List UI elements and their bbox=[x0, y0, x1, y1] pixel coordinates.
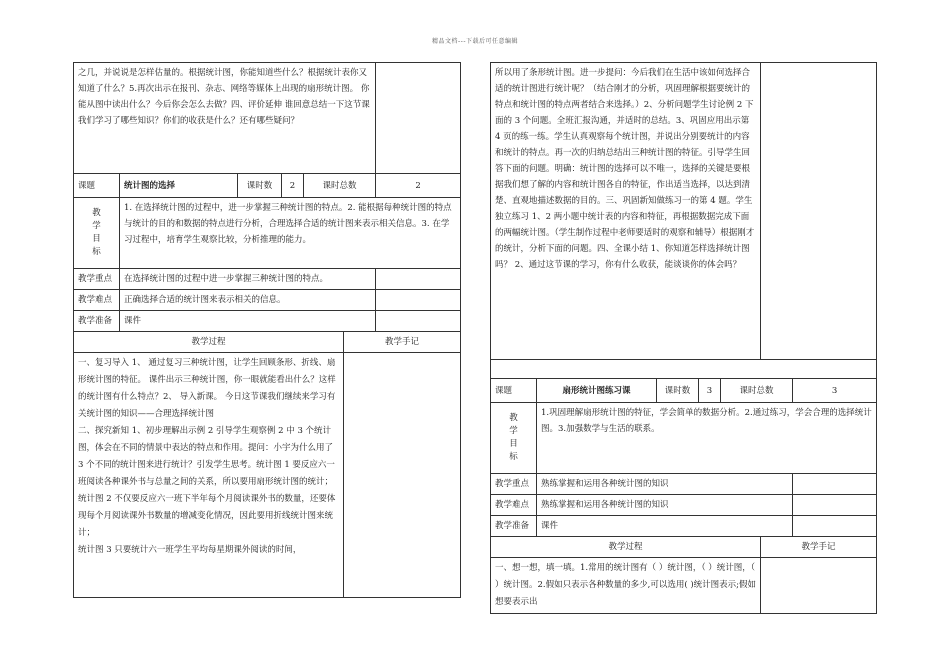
left-process-part-4: 统计图 3 只要统计六一班学生平均每星期课外阅读的时间， bbox=[78, 545, 302, 555]
right-notes-cell bbox=[761, 558, 877, 614]
left-process-part-2: 二、探究新知 1、初步理解出示例 2 引导学生观察例 2 中 3 个统计图，体会在不同的情景中表达的特点和作用。提问：小宇为什么用了 3 个不同的统计图来进行统计？引发学生思考。统计图 1 要反应六一班阅读各种课外书与总量之间的关系，所以要用扇形统计图的统计； bbox=[78, 426, 335, 487]
right-lesson-table bbox=[490, 62, 877, 614]
left-notes-col-top bbox=[376, 63, 461, 174]
left-process-cell bbox=[74, 353, 344, 598]
right-notes-col-top bbox=[761, 63, 877, 360]
left-hours: 2 bbox=[282, 174, 304, 198]
left-difficulty-label: 教学难点 bbox=[74, 290, 120, 311]
right-key-empty bbox=[793, 474, 877, 495]
left-notes-cell bbox=[344, 353, 461, 598]
right-intro-cell bbox=[491, 63, 761, 360]
left-total-label: 课时总数 bbox=[304, 174, 376, 198]
left-process-label: 教学过程 bbox=[74, 332, 344, 353]
left-total: 2 bbox=[376, 174, 461, 198]
right-prep-text: 课件 bbox=[537, 516, 793, 537]
right-process-text: 一、想一想，填一填。1.常用的统计图有（ ）统计图，（ ）统计图，（ ）统计图。2.假如只表示各种数量的多少,可以选用( )统计图表示;假如想要表示出 bbox=[495, 563, 757, 607]
right-gap-row bbox=[491, 360, 877, 379]
right-goal-text: 1.巩固理解扇形统计图的特征，学会简单的数据分析。2.通过练习，学会合理的选择统计图。3.加强数学与生活的联系。 bbox=[537, 403, 877, 474]
right-difficulty-label: 教学难点 bbox=[491, 495, 537, 516]
left-key-label: 教学重点 bbox=[74, 269, 120, 290]
right-prep-empty bbox=[793, 516, 877, 537]
right-difficulty-text: 熟练掌握和运用各种统计图的知识 bbox=[537, 495, 793, 516]
right-notes-label: 教学手记 bbox=[761, 537, 877, 558]
left-lesson-table bbox=[73, 62, 461, 598]
left-prep-text: 课件 bbox=[120, 311, 376, 332]
right-total-label: 课时总数 bbox=[721, 379, 793, 403]
right-difficulty-empty bbox=[793, 495, 877, 516]
right-key-text: 熟练掌握和运用各种统计图的知识 bbox=[537, 474, 793, 495]
left-key-empty bbox=[376, 269, 461, 290]
left-difficulty-empty bbox=[376, 290, 461, 311]
left-key-text: 在选择统计图的过程中进一步掌握三种统计图的特点。 bbox=[120, 269, 376, 290]
right-process-label: 教学过程 bbox=[491, 537, 761, 558]
page-header: 精品文档---下载后可任意编辑 bbox=[432, 38, 518, 45]
left-process-part-1: 一、复习导入 1、 通过复习三种统计图，让学生回顾条形、折线、扇形统计图的特征。 课件出示三种统计图，你一眼就能看出什么？这样的统计图有什么特点？2、 导入新课。 今日这节课我们继续来学习有关统计图的知识——合理选择统计图 bbox=[78, 358, 336, 419]
left-hours-label: 课时数 bbox=[238, 174, 282, 198]
left-difficulty-text: 正确选择合适的统计图来表示相关的信息。 bbox=[120, 290, 376, 311]
right-total: 3 bbox=[793, 379, 877, 403]
left-process-part-3: 统计图 2 不仅要反应六一班下半年每个月阅读课外书的数量，还要体现每个月阅读课外书数量的增减变化情况，因此要用折线统计图来统计； bbox=[78, 494, 336, 538]
left-prep-label: 教学准备 bbox=[74, 311, 120, 332]
left-goal-label: 教 学 目 标 bbox=[74, 198, 120, 269]
right-key-label: 教学重点 bbox=[491, 474, 537, 495]
right-intro-text: 所以用了条形统计图。进一步提问：今后我们在生活中该如何选择合适的统计图进行统计呢？（结合刚才的分析，巩固理解根据要统计的特点和统计图的特点两者结合来选择。）2、分析问题学生讨论例 2 下面的 3 个问题。全班汇报沟通，并适时的总结。3、巩固应用出示第 4 页的练一练。学生认真观察每个统计图，并说出分别要统计的内容和统计的特点。再一次的归纳总结出三种统计图的特征。引导学生回答下面的问题。明确：统计图的选择可以不唯一，选择的关键是要根据我们想了解的内容和统计图各自的特征，作出适当选择，以达到清楚、直观地描述数据的目的。三、巩固新知做练习一的第 4 题。学生独立练习 1、2 两小题中统计表的内容和特征，再根据数据完成下面的两幅统计图。（学生制作过程中老师要适时的观察和辅导）根据刚才的统计，分析下面的问题。四、全课小结 1、你知道怎样选择统计图吗？ 2、通过这节课的学习，你有什么收获，能谈谈你的体会吗？ bbox=[495, 68, 755, 270]
right-page bbox=[490, 62, 877, 614]
right-process-cell bbox=[491, 558, 761, 614]
right-topic: 扇形统计图练习课 bbox=[537, 379, 657, 403]
right-hours-label: 课时数 bbox=[657, 379, 699, 403]
left-intro-text: 之几，并说说是怎样估量的。根据统计图，你能知道些什么？根据统计表你又知道了什么？5.再次出示在报刊、杂志、网络等媒体上出现的扇形统计图。 你能从图中读出什么？今后你会怎么去做？四、评价延伸 谁回意总结一下这节课我们学习了哪些知识？你们的收获是什么？还有哪些疑问？ bbox=[78, 68, 370, 126]
left-prep-empty bbox=[376, 311, 461, 332]
left-page bbox=[73, 62, 461, 598]
left-topic: 统计图的选择 bbox=[120, 174, 238, 198]
right-hours: 3 bbox=[699, 379, 721, 403]
right-goal-label: 教 学 目 标 bbox=[491, 403, 537, 474]
right-topic-label: 课题 bbox=[491, 379, 537, 403]
left-goal-text: 1. 在选择统计图的过程中，进一步掌握三种统计图的特点。2. 能根据每种统计图的特点与统计的目的和数据的特点进行分析，合理选择合适的统计图来表示相关信息。3. 在学习过程中，培育学生观察比较，分析推理的能力。 bbox=[120, 198, 461, 269]
left-notes-label: 教学手记 bbox=[344, 332, 461, 353]
right-prep-label: 教学准备 bbox=[491, 516, 537, 537]
left-topic-label: 课题 bbox=[74, 174, 120, 198]
left-intro-cell bbox=[74, 63, 376, 174]
